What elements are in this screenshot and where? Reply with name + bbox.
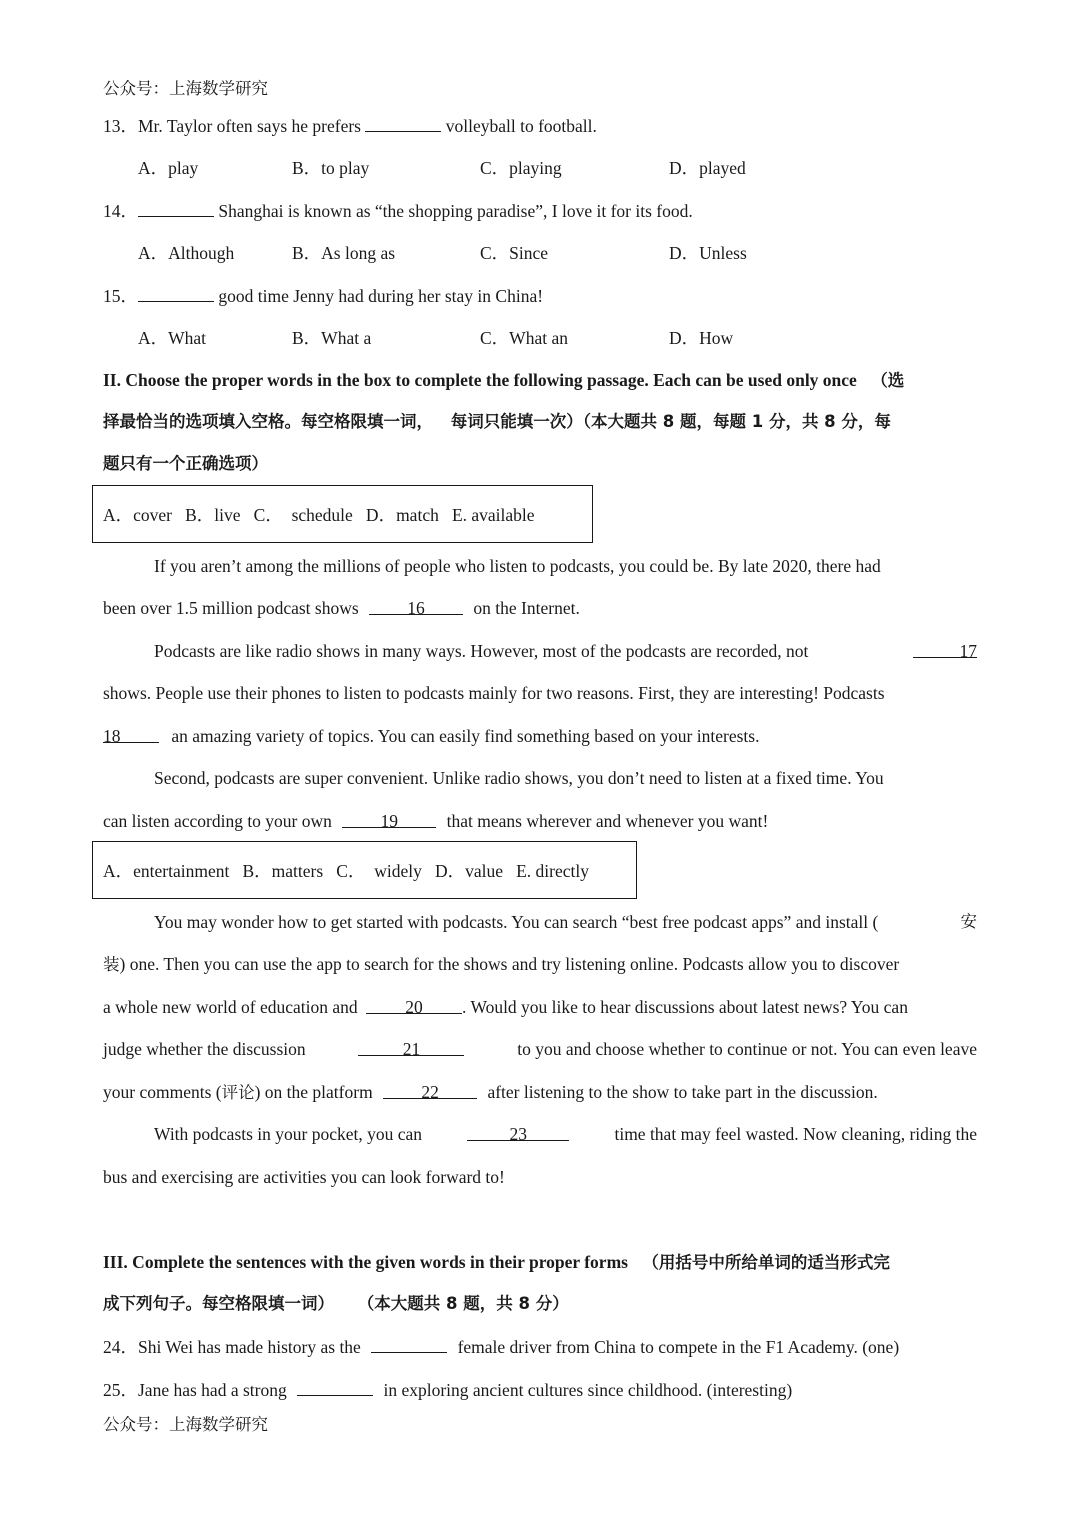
option-c[interactable]: C．Since <box>480 243 549 263</box>
word-box-1-options: A．cover B．live C． schedule D．match E. available <box>103 505 535 525</box>
answer-blank[interactable] <box>297 1377 373 1396</box>
section-2-instructions: 择最恰当的选项填入空格。每空格限填一词， 每词只能填一次）（本大题共 8 题，每题 1 分，共 8 分，每 <box>103 412 891 431</box>
passage-paragraph-3: Second, podcasts are super convenient. Unlike radio shows, you don’t need to listen at a fixed time. You <box>154 768 884 788</box>
option-d[interactable]: D．played <box>669 158 746 178</box>
answer-blank[interactable] <box>138 198 214 217</box>
header-watermark: 公众号：上海数学研究 <box>103 79 268 98</box>
answer-blank-22[interactable]: 22 <box>383 1080 477 1099</box>
passage-paragraph-2: Podcasts are like radio shows in many ways. However, most of the podcasts are recorded, not 17 <box>154 641 977 661</box>
section-2-instructions-end: 题只有一个正确选项） <box>103 454 268 473</box>
question-25: 25．Jane has had a strong in exploring ancient cultures since childhood. (interesting) <box>103 1377 792 1402</box>
option-a[interactable]: A．What <box>138 328 207 348</box>
answer-blank[interactable] <box>371 1334 447 1353</box>
answer-blank-16[interactable]: 16 <box>369 596 463 615</box>
answer-blank-21[interactable]: 21 <box>358 1037 464 1056</box>
passage-line: 18 an amazing variety of topics. You can easily find something based on your interests. <box>103 726 760 746</box>
option-c[interactable]: C．playing <box>480 158 562 178</box>
option-b[interactable]: B．to play <box>292 158 370 178</box>
answer-blank-23[interactable]: 23 <box>467 1122 569 1141</box>
answer-blank-20[interactable]: 20 <box>366 995 462 1014</box>
section-2-heading: II. Choose the proper words in the box to complete the following passage. Each can be used only once （选 <box>103 370 905 390</box>
passage-paragraph-5: With podcasts in your pocket, you can 23 time that may feel wasted. Now cleaning, riding the <box>154 1124 977 1144</box>
passage-line: been over 1.5 million podcast shows 16 on the Internet. <box>103 598 580 618</box>
answer-blank[interactable] <box>365 113 441 132</box>
option-d[interactable]: D．How <box>669 328 734 348</box>
passage-line: bus and exercising are activities you can look forward to! <box>103 1167 505 1187</box>
question-14: 14． Shanghai is known as “the shopping paradise”, I love it for its food. <box>103 198 693 223</box>
passage-line: shows. People use their phones to listen to podcasts mainly for two reasons. First, they are interesting! Podcasts <box>103 683 885 703</box>
option-a[interactable]: A．play <box>138 158 199 178</box>
option-d[interactable]: D．Unless <box>669 243 747 263</box>
answer-blank-19[interactable]: 19 <box>342 809 436 828</box>
option-b[interactable]: B．As long as <box>292 243 396 263</box>
question-13: 13．Mr. Taylor often says he prefers volleyball to football. <box>103 113 597 138</box>
passage-paragraph-1: If you aren’t among the millions of people who listen to podcasts, you could be. By late 2020, there had <box>154 556 881 576</box>
passage-line: 装) one. Then you can use the app to search for the shows and try listening online. Podcasts allow you to discover <box>103 954 900 974</box>
section-3-heading: III. Complete the sentences with the given words in their proper forms （用括号中所给单词的适当形式完 <box>103 1252 890 1272</box>
question-15: 15． good time Jenny had during her stay in China! <box>103 283 543 308</box>
option-c[interactable]: C．What an <box>480 328 568 348</box>
passage-line: a whole new world of education and 20 . Would you like to hear discussions about latest news? You can <box>103 997 908 1017</box>
word-box-2-options: A．entertainment B．matters C． widely D．value E. directly <box>103 861 590 881</box>
passage-paragraph-4: You may wonder how to get started with podcasts. You can search “best free podcast apps” and install ( 安 <box>154 912 977 932</box>
answer-blank[interactable] <box>138 283 214 302</box>
answer-blank-18[interactable]: 18 <box>103 724 159 743</box>
footer-watermark: 公众号：上海数学研究 <box>103 1415 268 1434</box>
question-24: 24．Shi Wei has made history as the female driver from China to compete in the F1 Academy. (one) <box>103 1334 899 1359</box>
answer-blank-17[interactable]: 17 <box>913 639 977 658</box>
passage-line: can listen according to your own 19 that means wherever and whenever you want! <box>103 811 769 831</box>
passage-line: judge whether the discussion 21 to you and choose whether to continue or not. You can even leave <box>103 1039 977 1059</box>
section-3-instructions: 成下列句子。每空格限填一词） （本大题共 8 题，共 8 分） <box>103 1294 569 1313</box>
passage-line: your comments (评论) on the platform 22 after listening to the show to take part in the discussion. <box>103 1082 878 1102</box>
option-b[interactable]: B．What a <box>292 328 372 348</box>
option-a[interactable]: A．Although <box>138 243 235 263</box>
